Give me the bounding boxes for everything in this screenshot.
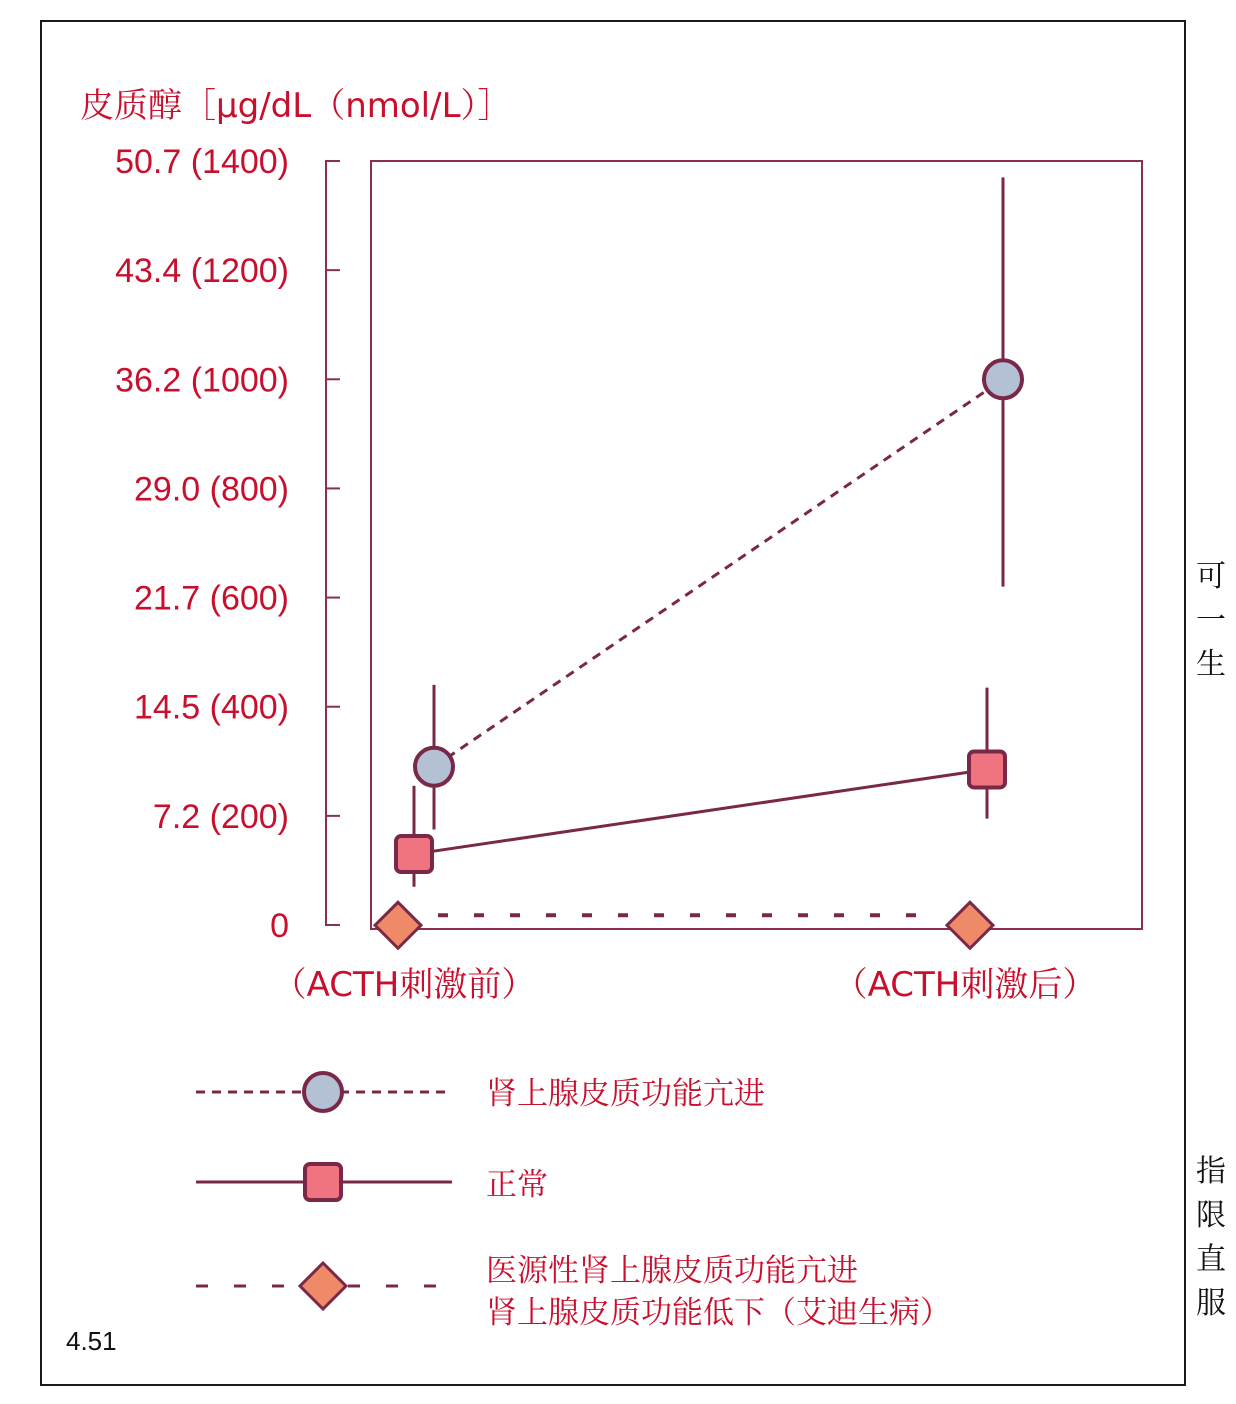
y-tick-label: 0 [270,907,289,945]
legend-label-iatrogenic: 医源性肾上腺皮质功能亢进 [486,1253,858,1289]
x-category-label: （ACTH刺激后） [833,965,1097,1005]
data-point-circle [304,1073,342,1111]
clipped-text-group-1 [1196,555,1226,687]
legend-label-normal: 正常 [486,1167,548,1203]
legend-label-hyper: 肾上腺皮质功能亢进 [486,1076,765,1112]
plot-border [371,161,1142,929]
clipped-char: 限 [1196,1198,1226,1233]
clipped-char: 一 [1196,603,1226,638]
clipped-char: 可 [1196,559,1226,594]
clipped-char: 生 [1196,647,1226,682]
data-point-square [396,836,432,872]
clipped-text-group-2 [1196,1150,1226,1326]
x-axis-categories [273,965,1097,1005]
legend [196,1073,951,1331]
y-tick-label: 21.7 (600) [134,579,289,618]
series-line-square [414,769,987,854]
data-point-circle [984,360,1022,398]
y-tick-label: 7.2 (200) [152,797,289,836]
data-point-circle [415,748,453,786]
data-point-square [969,751,1005,787]
clipped-char: 服 [1196,1286,1226,1321]
figure-number: 4.51 [66,1326,117,1356]
clipped-char: 直 [1196,1242,1226,1277]
y-tick-label: 50.7 (1400) [115,143,289,181]
y-axis [115,143,340,945]
chart-marks [375,177,1022,948]
y-tick-label: 43.4 (1200) [115,252,289,291]
clipped-char: 指 [1196,1154,1226,1189]
data-point-diamond [375,902,421,948]
x-category-label: （ACTH刺激前） [272,965,536,1005]
legend-label-addison: 肾上腺皮质功能低下（艾迪生病） [486,1295,951,1331]
y-tick-label: 29.0 (800) [134,470,289,509]
plot-area [371,161,1142,929]
data-point-square [305,1164,341,1200]
y-tick-label: 14.5 (400) [134,688,289,727]
data-point-diamond [300,1263,346,1309]
data-point-diamond [947,902,993,948]
series-line-circle [434,379,1003,766]
y-axis-title: 皮质醇［μg/dL（nmol/L）］ [80,86,512,126]
y-tick-label: 36.2 (1000) [115,361,289,400]
